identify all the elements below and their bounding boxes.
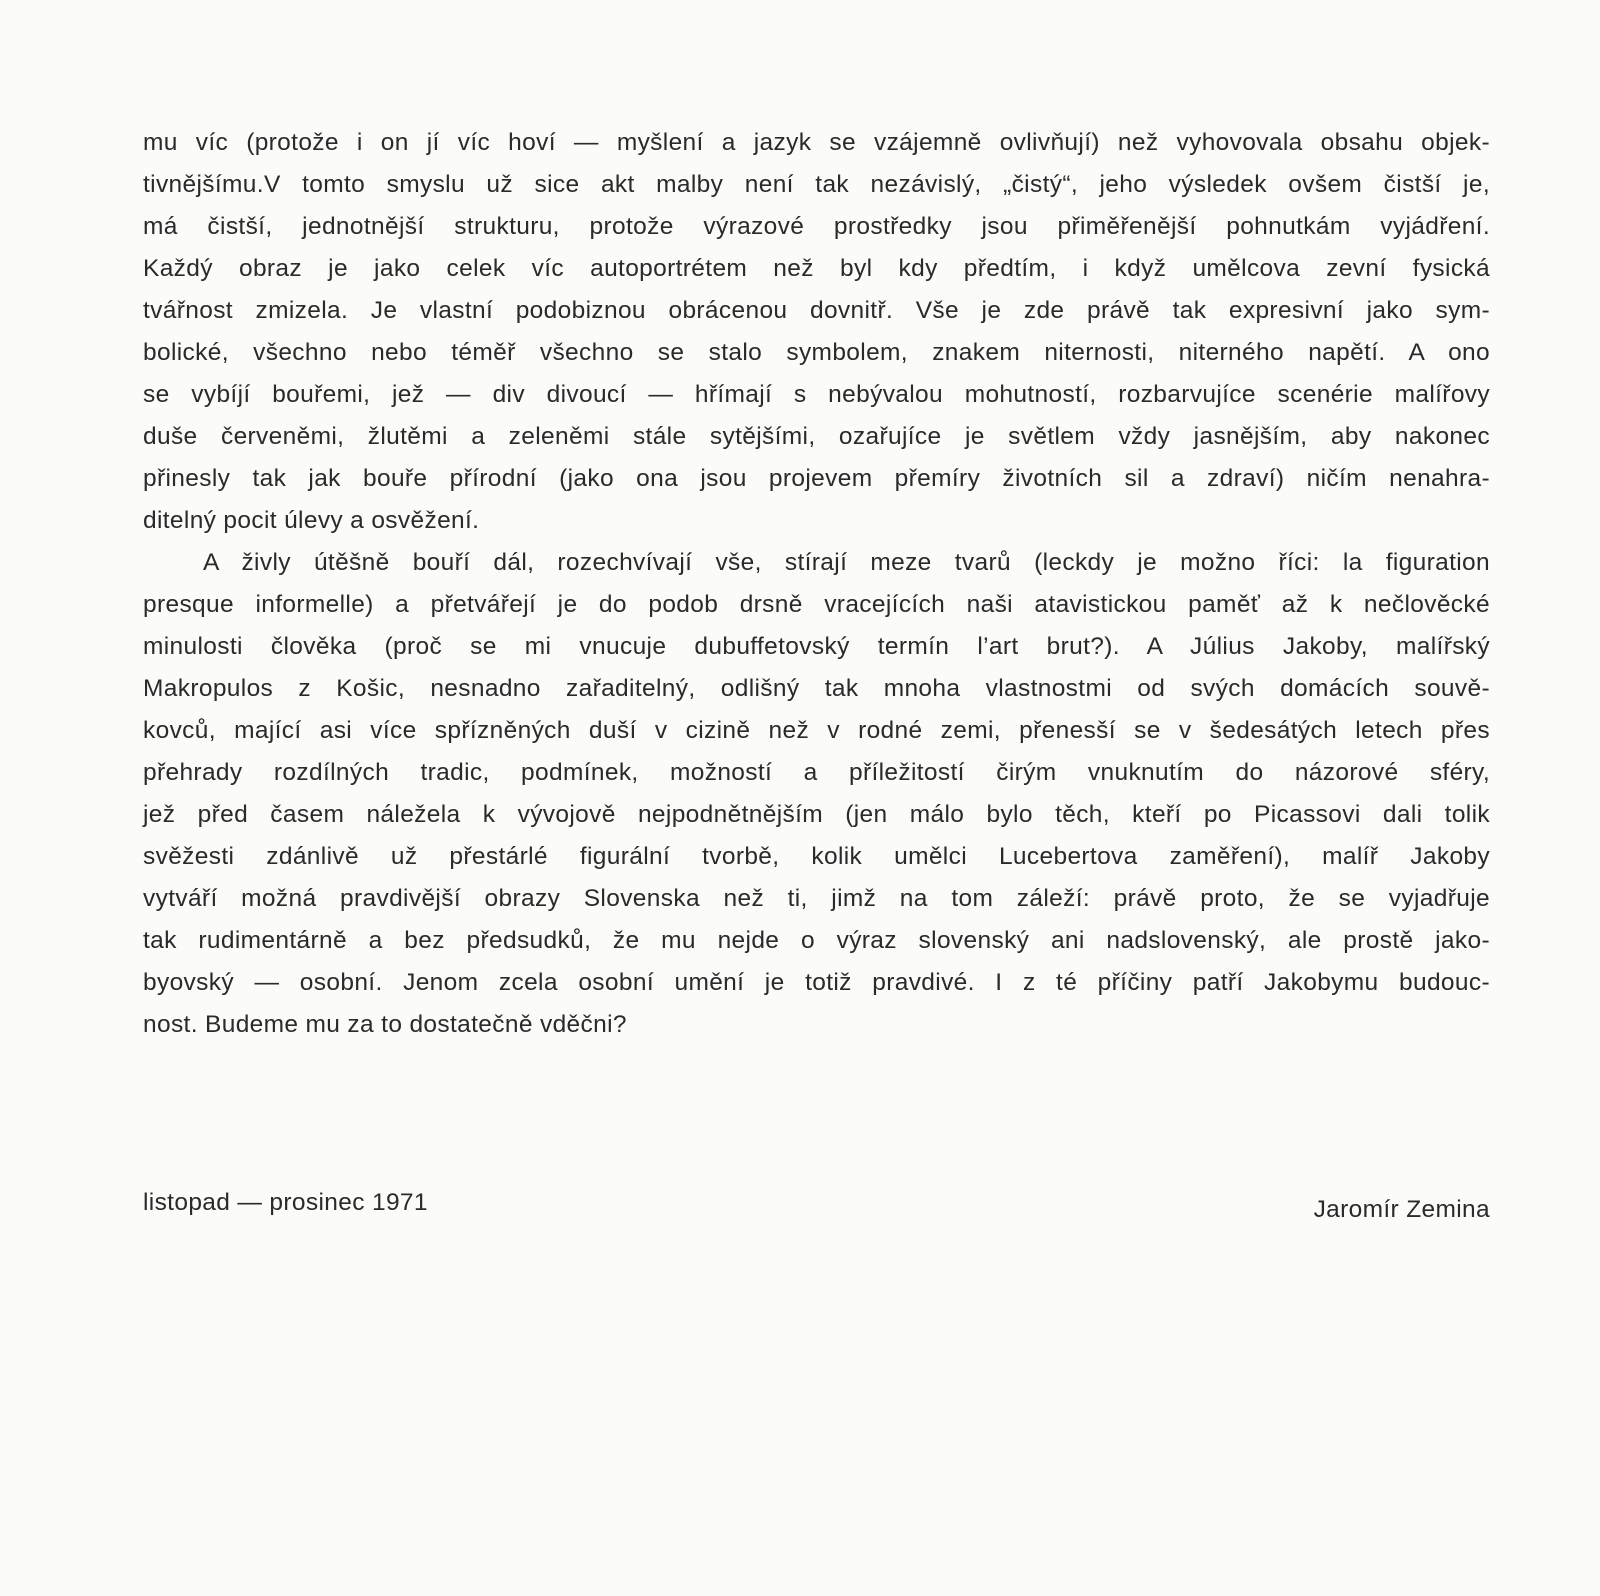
text-line: tak rudimentárně a bez předsudků, že mu nejde o výraz slovenský ani nadslovenský, ale prostě jako- [143, 927, 1490, 954]
text-line: duše červeněmi, žlutěmi a zeleněmi stále sytějšími, ozařujíce je světlem vždy jasnějším, aby nakonec [143, 423, 1490, 450]
text-line: vytváří možná pravdivější obrazy Slovenska než ti, jimž na tom záleží: právě proto, že se vyjadřuje [143, 885, 1490, 912]
text-line: kovců, mající asi více spřízněných duší v cizině než v rodné zemi, přenesší se v šedesátých letech přes [143, 717, 1490, 744]
text-line: tivnějšímu.V tomto smyslu už sice akt malby není tak nezávislý, „čistý“, jeho výsledek ovšem čistší je, [143, 171, 1490, 198]
text-line: mu víc (protože i on jí víc hoví — myšlení a jazyk se vzájemně ovlivňují) než vyhovovala obsahu objek- [143, 129, 1490, 156]
text-line: svěžesti zdánlivě už přestárlé figurální tvorbě, kolik umělci Lucebertova zaměření), malíř Jakoby [143, 843, 1490, 870]
text-line: A živly útěšně bouří dál, rozechvívají vše, stírají meze tvarů (leckdy je možno říci: la figuration [203, 549, 1490, 576]
text-line: nost. Budeme mu za to dostatečně vděčni? [143, 1011, 627, 1038]
author-signature: Jaromír Zemina [1313, 1196, 1490, 1223]
text-line: presque informelle) a přetvářejí je do podob drsně vracejících naši atavistickou paměť až k nečlověcké [143, 591, 1490, 618]
text-line: tvářnost zmizela. Je vlastní podobiznou obrácenou dovnitř. Vše je zde právě tak expresivní jako sym- [143, 297, 1490, 324]
text-line: jež před časem náležela k vývojově nejpodnětnějším (jen málo bylo těch, kteří po Picassovi dali tolik [143, 801, 1490, 828]
text-line: přinesly tak jak bouře přírodní (jako ona jsou projevem přemíry životních sil a zdraví) ničím nenahra- [143, 465, 1490, 492]
paragraph-2 [143, 542, 1490, 1046]
text-line: bolické, všechno nebo téměř všechno se stalo symbolem, znakem niternosti, niterného napětí. A ono [143, 339, 1490, 366]
text-line: přehrady rozdílných tradic, podmínek, možností a příležitostí čirým vnuknutím do názorové sféry, [143, 759, 1490, 786]
text-line: se vybíjí bouřemi, jež — div divoucí — hřímají s nebývalou mohutností, rozbarvujíce scenérie malířovy [143, 381, 1490, 408]
paragraph-1 [143, 122, 1490, 542]
text-line: minulosti člověka (proč se mi vnucuje dubuffetovský termín l’art brut?). A Július Jakoby, malířský [143, 633, 1490, 660]
text-line: Každý obraz je jako celek víc autoportrétem než byl kdy předtím, i když umělcova zevní fysická [143, 255, 1490, 282]
text-line: má čistší, jednotnější strukturu, protože výrazové prostředky jsou přiměřenější pohnutkám vyjádření. [143, 213, 1490, 240]
essay-text [143, 122, 1490, 1046]
text-line: byovský — osobní. Jenom zcela osobní umění je totiž pravdivé. I z té příčiny patří Jakobymu budouc- [143, 969, 1490, 996]
date-line: listopad — prosinec 1971 [143, 1189, 428, 1216]
text-line: ditelný pocit úlevy a osvěžení. [143, 507, 480, 534]
text-line: Makropulos z Košic, nesnadno zařaditelný, odlišný tak mnoha vlastnostmi od svých domácích souvě- [143, 675, 1490, 702]
